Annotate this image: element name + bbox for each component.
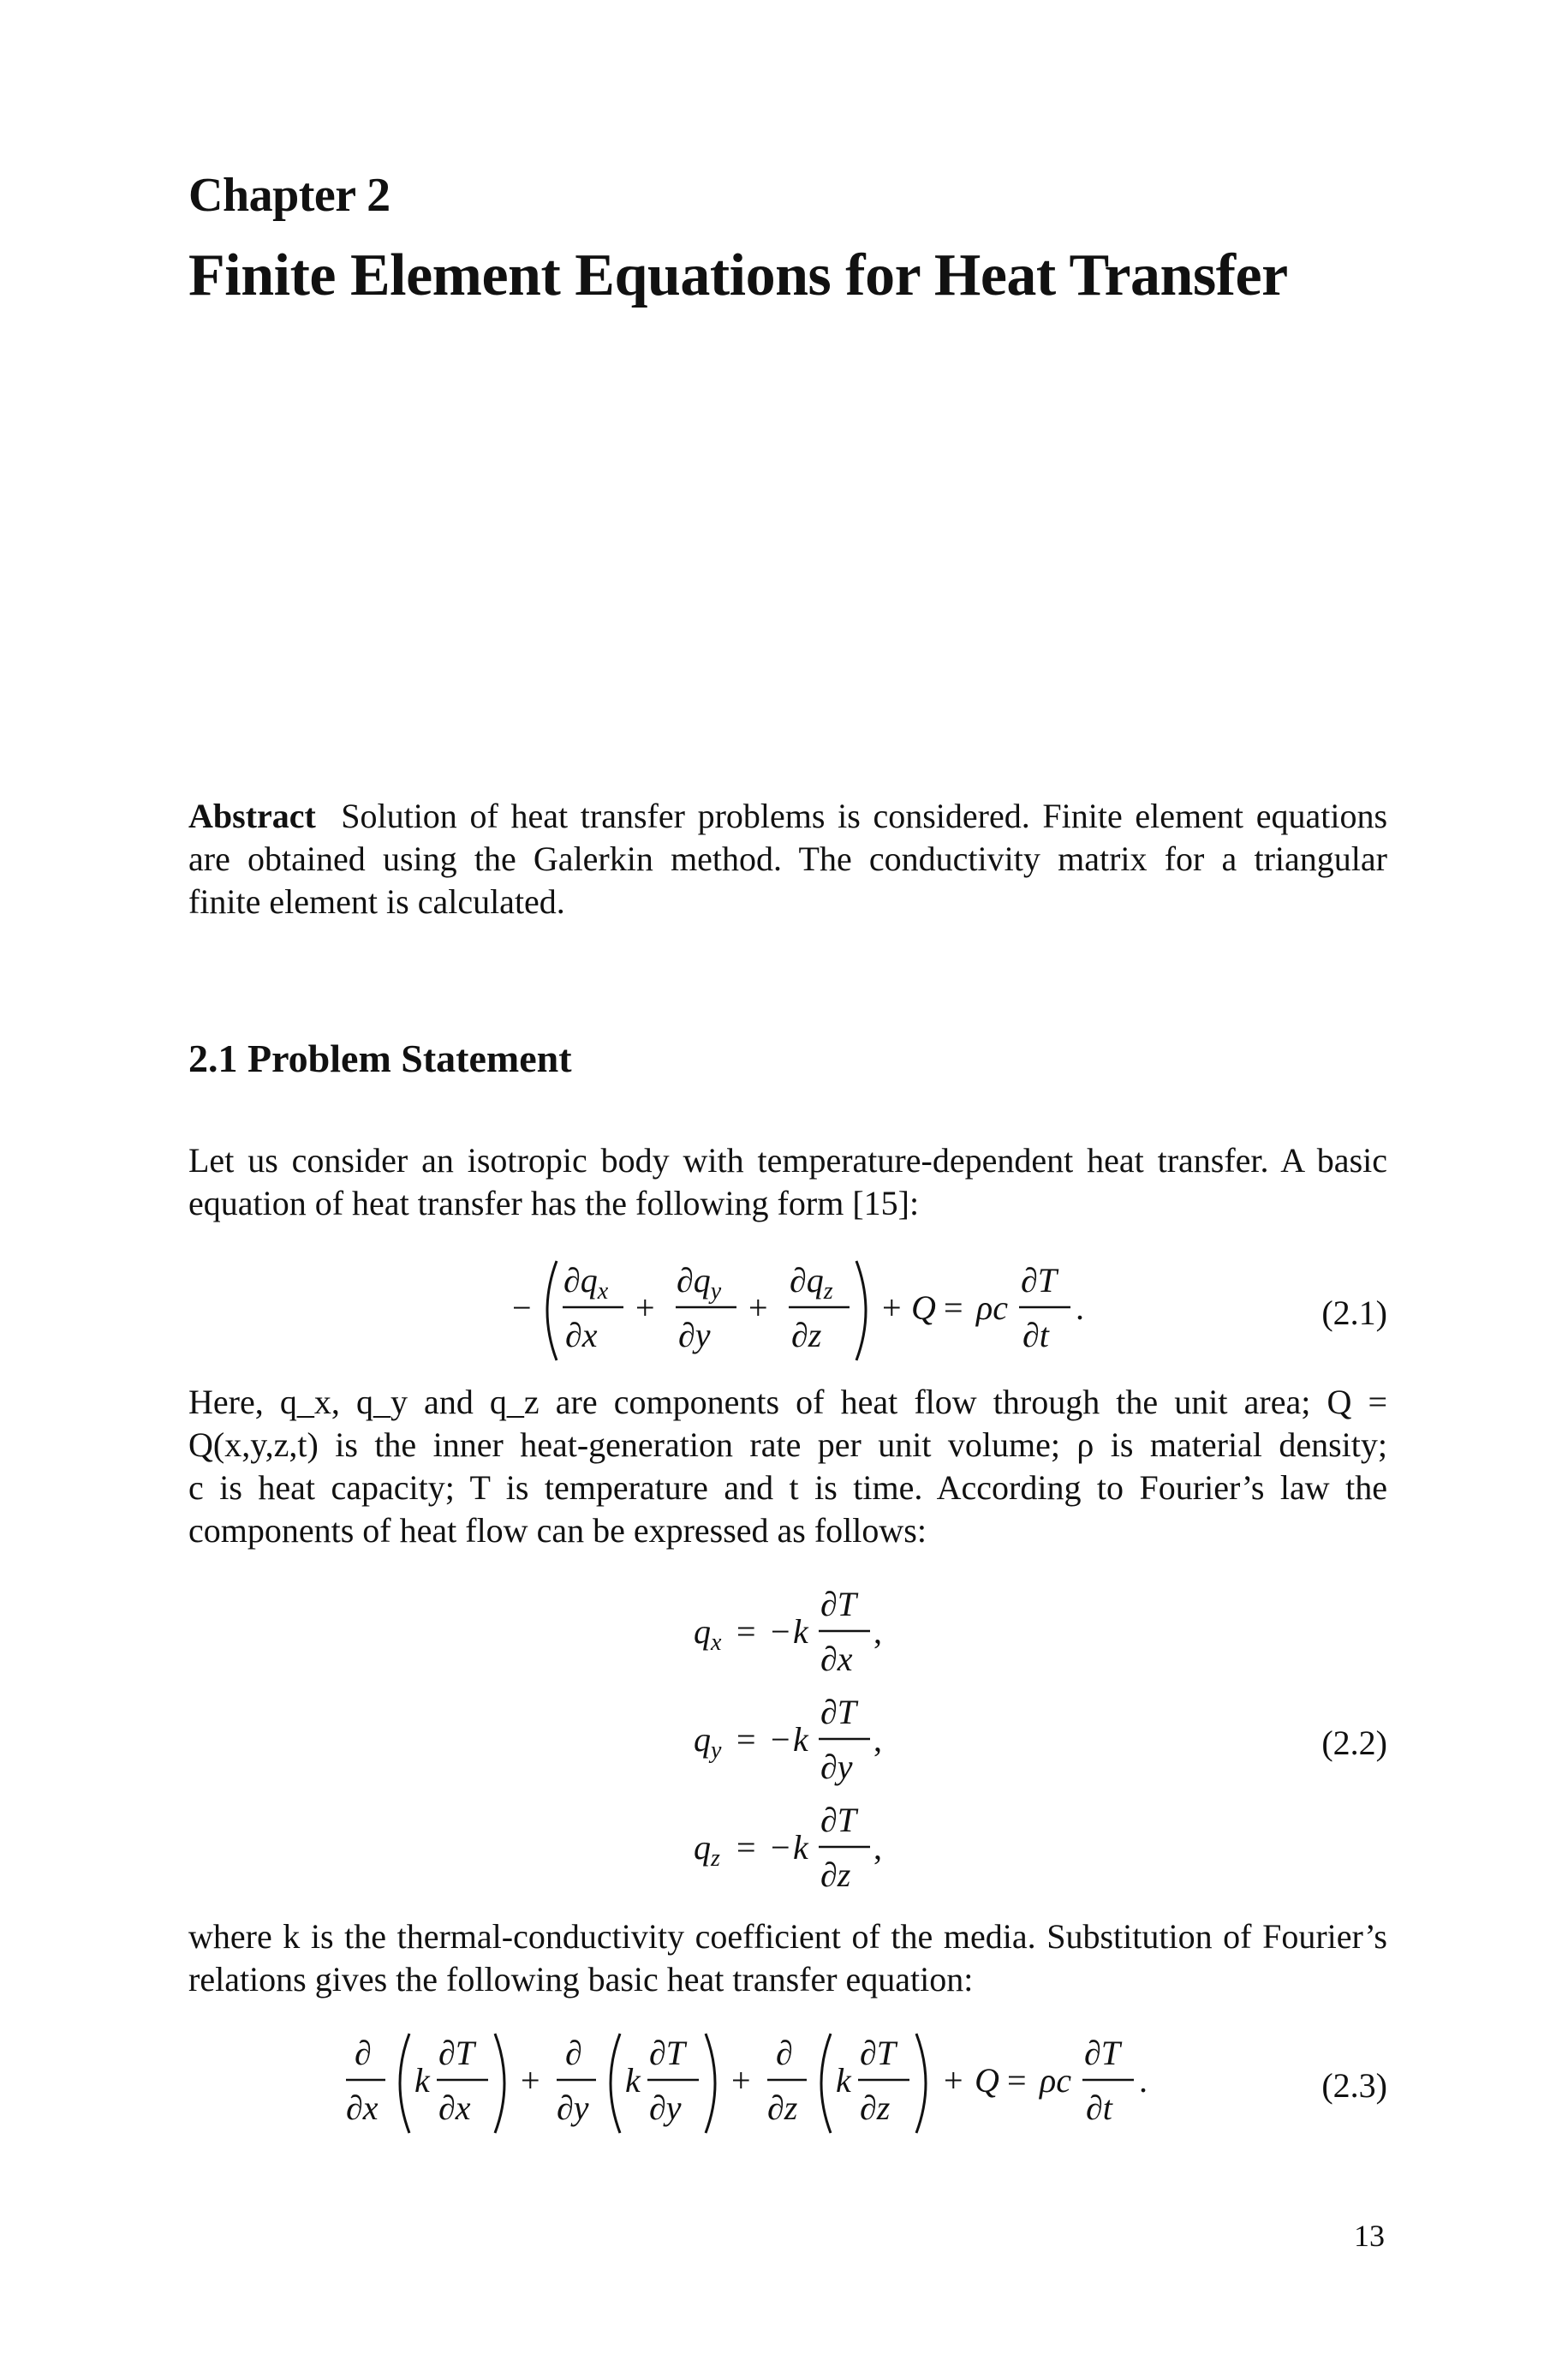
substitution-line-2: relations gives the following basic heat transfer equation:: [188, 1960, 974, 1999]
svg-text:Q: Q: [911, 1288, 936, 1327]
svg-text:∂y: ∂y: [649, 2088, 682, 2127]
svg-text:−: −: [771, 1828, 790, 1867]
abstract-line-3: finite element is calculated.: [188, 882, 565, 921]
svg-text:=: =: [736, 1720, 756, 1759]
intro-line-1: Let us consider an isotropic body with temperature-dependent heat transfer. A basic: [188, 1141, 1387, 1180]
svg-text:.: .: [1076, 1288, 1084, 1327]
intro-line-2: equation of heat transfer has the following form [15]:: [188, 1184, 920, 1222]
svg-text:,: ,: [873, 1612, 882, 1651]
svg-text:∂qy: $\partial q_y$: [677, 1261, 722, 1305]
svg-text:+: +: [521, 2061, 540, 2100]
heat-flow-line-3: c is heat capacity; T is temperature and t is time. According to Fourier’s law the: [188, 1468, 1387, 1507]
svg-text:∂T: ∂T: [820, 1801, 857, 1839]
heat-flow-line-1: Here, q_x, q_y and q_z are components of heat flow through the unit area; Q =: [188, 1383, 1387, 1421]
svg-text:,: ,: [873, 1720, 882, 1759]
svg-text:∂x: ∂x: [346, 2088, 379, 2127]
svg-text:∂: ∂: [776, 2034, 793, 2072]
svg-text:−: −: [771, 1612, 790, 1651]
svg-text:∂T: ∂T: [1021, 1261, 1058, 1300]
svg-text:−: −: [771, 1720, 790, 1759]
substitution-paragraph: [188, 1915, 1387, 2001]
svg-text:Q: Q: [975, 2061, 999, 2100]
heat-flow-paragraph: [188, 1381, 1387, 1552]
chapter-title: Finite Element Equations for Heat Transfer: [188, 242, 1288, 308]
svg-text:∂z: ∂z: [791, 1316, 822, 1354]
svg-text:k: k: [836, 2061, 851, 2100]
svg-text:k: k: [793, 1720, 808, 1759]
svg-text:∂x: ∂x: [438, 2088, 471, 2127]
svg-text:∂T: ∂T: [438, 2034, 475, 2072]
chapter-number: Chapter 2: [188, 169, 391, 222]
svg-text:∂y: ∂y: [820, 1748, 853, 1786]
svg-text:∂qx: $\partial q_x$: [563, 1261, 609, 1305]
svg-text:ρc: ρc: [976, 1288, 1008, 1327]
substitution-line-1: where k is the thermal-conductivity coefficient of the media. Substitution of Fourier’s: [188, 1917, 1387, 1956]
equation-number-2-1: (2.1): [1321, 1294, 1387, 1332]
section-heading: 2.1 Problem Statement: [188, 1037, 572, 1080]
svg-text:∂T: ∂T: [860, 2034, 897, 2072]
svg-text:∂y: ∂y: [557, 2088, 589, 2127]
svg-text:∂t: ∂t: [1086, 2088, 1112, 2127]
svg-text:k: k: [793, 1612, 808, 1651]
svg-text:−: −: [512, 1288, 532, 1327]
abstract-line-2: are obtained using the Galerkin method. The conductivity matrix for a triangular: [188, 839, 1387, 878]
svg-text:∂t: ∂t: [1022, 1316, 1049, 1354]
equation-number-2-3: (2.3): [1321, 2066, 1387, 2105]
svg-text:+: +: [635, 1288, 655, 1327]
svg-text:∂: ∂: [355, 2034, 372, 2072]
svg-text:+: +: [944, 2061, 963, 2100]
svg-text:∂: ∂: [565, 2034, 582, 2072]
abstract-line-1: Abstract Solution of heat transfer problems is considered. Finite element equations: [188, 797, 1388, 835]
svg-text:qz: $q_z$: [694, 1828, 720, 1872]
svg-text:=: =: [944, 1288, 963, 1327]
svg-text:qx: $q_x$: [694, 1612, 722, 1656]
svg-text:∂x: ∂x: [565, 1316, 598, 1354]
heat-flow-line-4: components of heat flow can be expressed as follows:: [188, 1511, 927, 1550]
svg-text:∂T: ∂T: [820, 1585, 857, 1623]
svg-text:k: k: [414, 2061, 430, 2100]
svg-text:.: .: [1139, 2061, 1148, 2100]
intro-paragraph: [188, 1139, 1387, 1225]
svg-text:∂z: ∂z: [820, 1855, 851, 1894]
svg-text:k: k: [625, 2061, 641, 2100]
svg-text:∂T: ∂T: [1084, 2034, 1121, 2072]
abstract-label: Abstract: [188, 797, 316, 835]
svg-text:∂z: ∂z: [860, 2088, 891, 2127]
svg-text:∂T: ∂T: [649, 2034, 686, 2072]
svg-text:∂T: ∂T: [820, 1693, 857, 1731]
svg-text:qy: $q_y$: [694, 1720, 722, 1764]
svg-text:=: =: [736, 1828, 756, 1867]
svg-text:+: +: [748, 1288, 768, 1327]
svg-text:∂z: ∂z: [767, 2088, 798, 2127]
page-number: 13: [1354, 2219, 1385, 2253]
svg-text:+: +: [882, 1288, 902, 1327]
svg-text:∂qz: $\partial q_z$: [790, 1261, 833, 1305]
svg-text:+: +: [731, 2061, 751, 2100]
heat-flow-line-2: Q(x,y,z,t) is the inner heat-generation rate per unit volume; ρ is material density;: [188, 1425, 1387, 1464]
abstract-paragraph: [188, 795, 1387, 923]
svg-text:=: =: [1007, 2061, 1027, 2100]
svg-text:=: =: [736, 1612, 756, 1651]
svg-text:,: ,: [873, 1828, 882, 1867]
svg-text:k: k: [793, 1828, 808, 1867]
svg-text:∂x: ∂x: [820, 1640, 853, 1678]
equation-number-2-2: (2.2): [1321, 1724, 1387, 1762]
svg-text:ρc: ρc: [1040, 2061, 1071, 2100]
svg-text:∂y: ∂y: [678, 1316, 711, 1354]
